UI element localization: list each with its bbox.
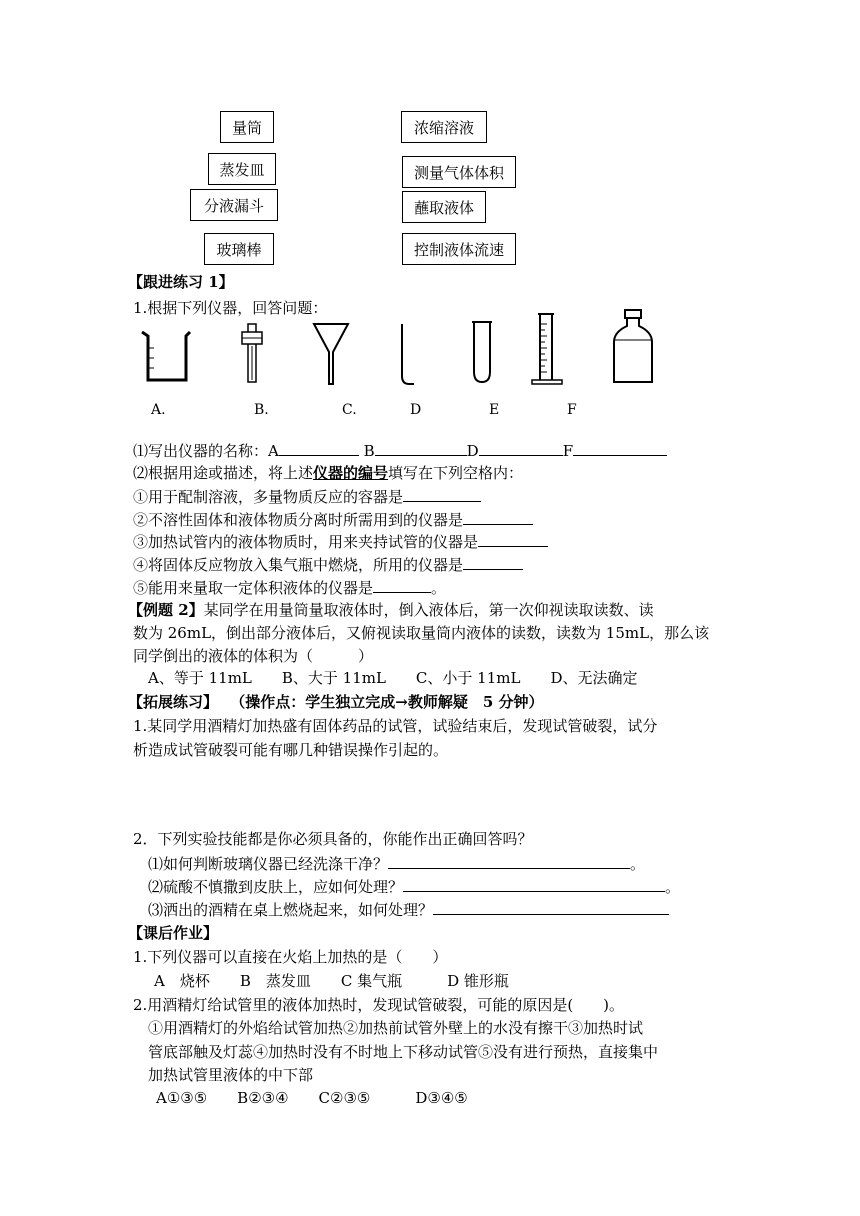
match-left-2: 蒸发皿 (208, 153, 276, 185)
names-prefix: ⑴写出仪器的名称：A (133, 442, 279, 460)
match-right-2: 测量气体体积 (402, 156, 516, 188)
extension-q2-item1-text: ⑴如何判断玻璃仪器已经洗涤干净？ (148, 855, 389, 873)
match-right-3: 蘸取液体 (402, 191, 486, 223)
usage-text-a: ⑵根据用途或描述，将上述 (133, 464, 314, 482)
usage-text-b: 仪器的编号 (313, 464, 389, 482)
usage-item-1-text: ①用于配制溶液，多量物质反应的容器是 (133, 488, 404, 506)
extension-q2-item2-text: ⑵硫酸不慎撒到皮肤上，应如何处理？ (148, 878, 404, 896)
funnel-icon (312, 322, 350, 386)
example2-line2: 数为 26mL，倒出部分液体后，又俯视读取量筒内液体的读数，读数为 15mL，那么该 (133, 624, 710, 642)
example2-line1 (128, 599, 654, 621)
homework-q2-line3: 加热试管里液体的中下部 (148, 1066, 314, 1084)
blank-q2-item1[interactable] (388, 852, 630, 869)
homework-q2-line2: 管底部触及灯蕊④加热时没有不时地上下移动试管⑤没有进行预热，直接集中 (148, 1043, 659, 1061)
homework-q2: 2.用酒精灯给试管里的液体加热时，发现试管破裂，可能的原因是( )。 (133, 996, 625, 1014)
extension-q1-line2: 析造成试管破裂可能有哪几种错误操作引起的。 (133, 741, 449, 759)
names-b: B (363, 442, 375, 460)
extension-heading: 【拓展练习】 (128, 693, 211, 711)
period-2: 。 (665, 878, 681, 896)
extension-note: （操作点：学生独立完成→教师解疑 5 分钟） (230, 693, 544, 711)
beaker-icon (140, 328, 192, 384)
homework-heading: 【课后作业】 (128, 924, 219, 942)
homework-q2-options: A①③⑤ B②③④ C②③⑤ D③④⑤ (156, 1089, 468, 1107)
names-question (133, 439, 667, 462)
match-right-4: 控制液体流速 (402, 233, 516, 265)
blank-item-3[interactable] (478, 530, 548, 547)
apparatus-label-c: C. (342, 402, 357, 418)
extension-q2-item2 (148, 875, 680, 898)
extension-q2-item1 (148, 852, 645, 875)
usage-item-4-text: ④将固体反应物放入集气瓶中燃烧，所用的仪器是 (133, 556, 464, 574)
names-d: D (466, 442, 479, 460)
blank-q2-item3[interactable] (433, 898, 669, 915)
graduated-cylinder-icon (530, 312, 566, 386)
apparatus-label-b: B. (254, 402, 269, 418)
blank-b[interactable] (375, 439, 467, 456)
period-1: 。 (630, 855, 646, 873)
usage-item-5 (133, 576, 446, 599)
blank-item-1[interactable] (403, 485, 481, 502)
gas-collecting-bottle-icon (610, 308, 656, 384)
extension-q2-item3 (148, 898, 669, 921)
homework-q1-options: A 烧杯 B 蒸发皿 C 集气瓶 D 锥形瓶 (154, 972, 509, 990)
blank-d[interactable] (479, 439, 563, 456)
usage-item-5-tail: 。 (431, 579, 447, 597)
match-left-4: 玻璃棒 (204, 233, 274, 265)
example2-text1: 某同学在用量筒量取液体时，倒入液体后，第一次仰视读取读数、读 (203, 601, 654, 619)
test-tube-holder-icon (238, 322, 266, 384)
usage-text-c: 填写在下列空格内： (388, 464, 524, 482)
usage-question (133, 462, 523, 484)
usage-item-1 (133, 485, 481, 508)
match-left-1: 量筒 (220, 111, 274, 143)
practice1-question: 1.根据下列仪器，回答问题： (133, 299, 328, 317)
usage-item-2-text: ②不溶性固体和液体物质分离时所需用到的仪器是 (133, 511, 464, 529)
stirring-rod-icon (398, 322, 418, 386)
usage-item-5-text: ⑤能用来量取一定体积液体的仪器是 (133, 579, 374, 597)
usage-item-3 (133, 530, 548, 553)
extension-q1-line1: 1.某同学用酒精灯加热盛有固体药品的试管，试验结束后，发现试管破裂，试分 (133, 717, 658, 735)
extension-header (128, 691, 544, 713)
match-left-3: 分液漏斗 (190, 189, 278, 221)
names-f: F (562, 442, 574, 460)
match-right-1: 浓缩溶液 (401, 111, 487, 143)
homework-q2-line1: ①用酒精灯的外焰给试管加热②加热前试管外壁上的水没有擦干③加热时试 (148, 1019, 644, 1037)
extension-q2-item3-text: ⑶洒出的酒精在桌上燃烧起来，如何处理？ (148, 901, 434, 919)
practice1-heading: 【跟进练习 1】 (128, 273, 234, 291)
usage-item-2 (133, 508, 533, 531)
apparatus-label-e: E (489, 402, 500, 418)
example2-heading: 【例题 2】 (128, 601, 204, 619)
blank-f[interactable] (573, 439, 667, 456)
blank-item-2[interactable] (463, 508, 533, 525)
usage-item-3-text: ③加热试管内的液体物质时，用来夹持试管的仪器是 (133, 533, 479, 551)
apparatus-label-a: A. (151, 402, 166, 418)
blank-q2-item2[interactable] (403, 875, 665, 892)
homework-q1: 1.下列仪器可以直接在火焰上加热的是（ ） (133, 948, 448, 966)
example2-options: A、等于 11mL B、大于 11mL C、小于 11mL D、无法确定 (148, 669, 638, 687)
blank-item-5[interactable] (373, 576, 431, 593)
test-tube-icon (472, 320, 492, 384)
blank-a[interactable] (279, 439, 359, 456)
extension-q2: 2．下列实验技能都是你必须具备的，你能作出正确回答吗？ (133, 830, 533, 848)
usage-item-4 (133, 553, 523, 576)
apparatus-label-f: F (567, 402, 577, 418)
apparatus-label-d: D (410, 402, 422, 418)
blank-item-4[interactable] (463, 553, 523, 570)
example2-line3: 同学倒出的液体的体积为（ ） (133, 647, 374, 665)
